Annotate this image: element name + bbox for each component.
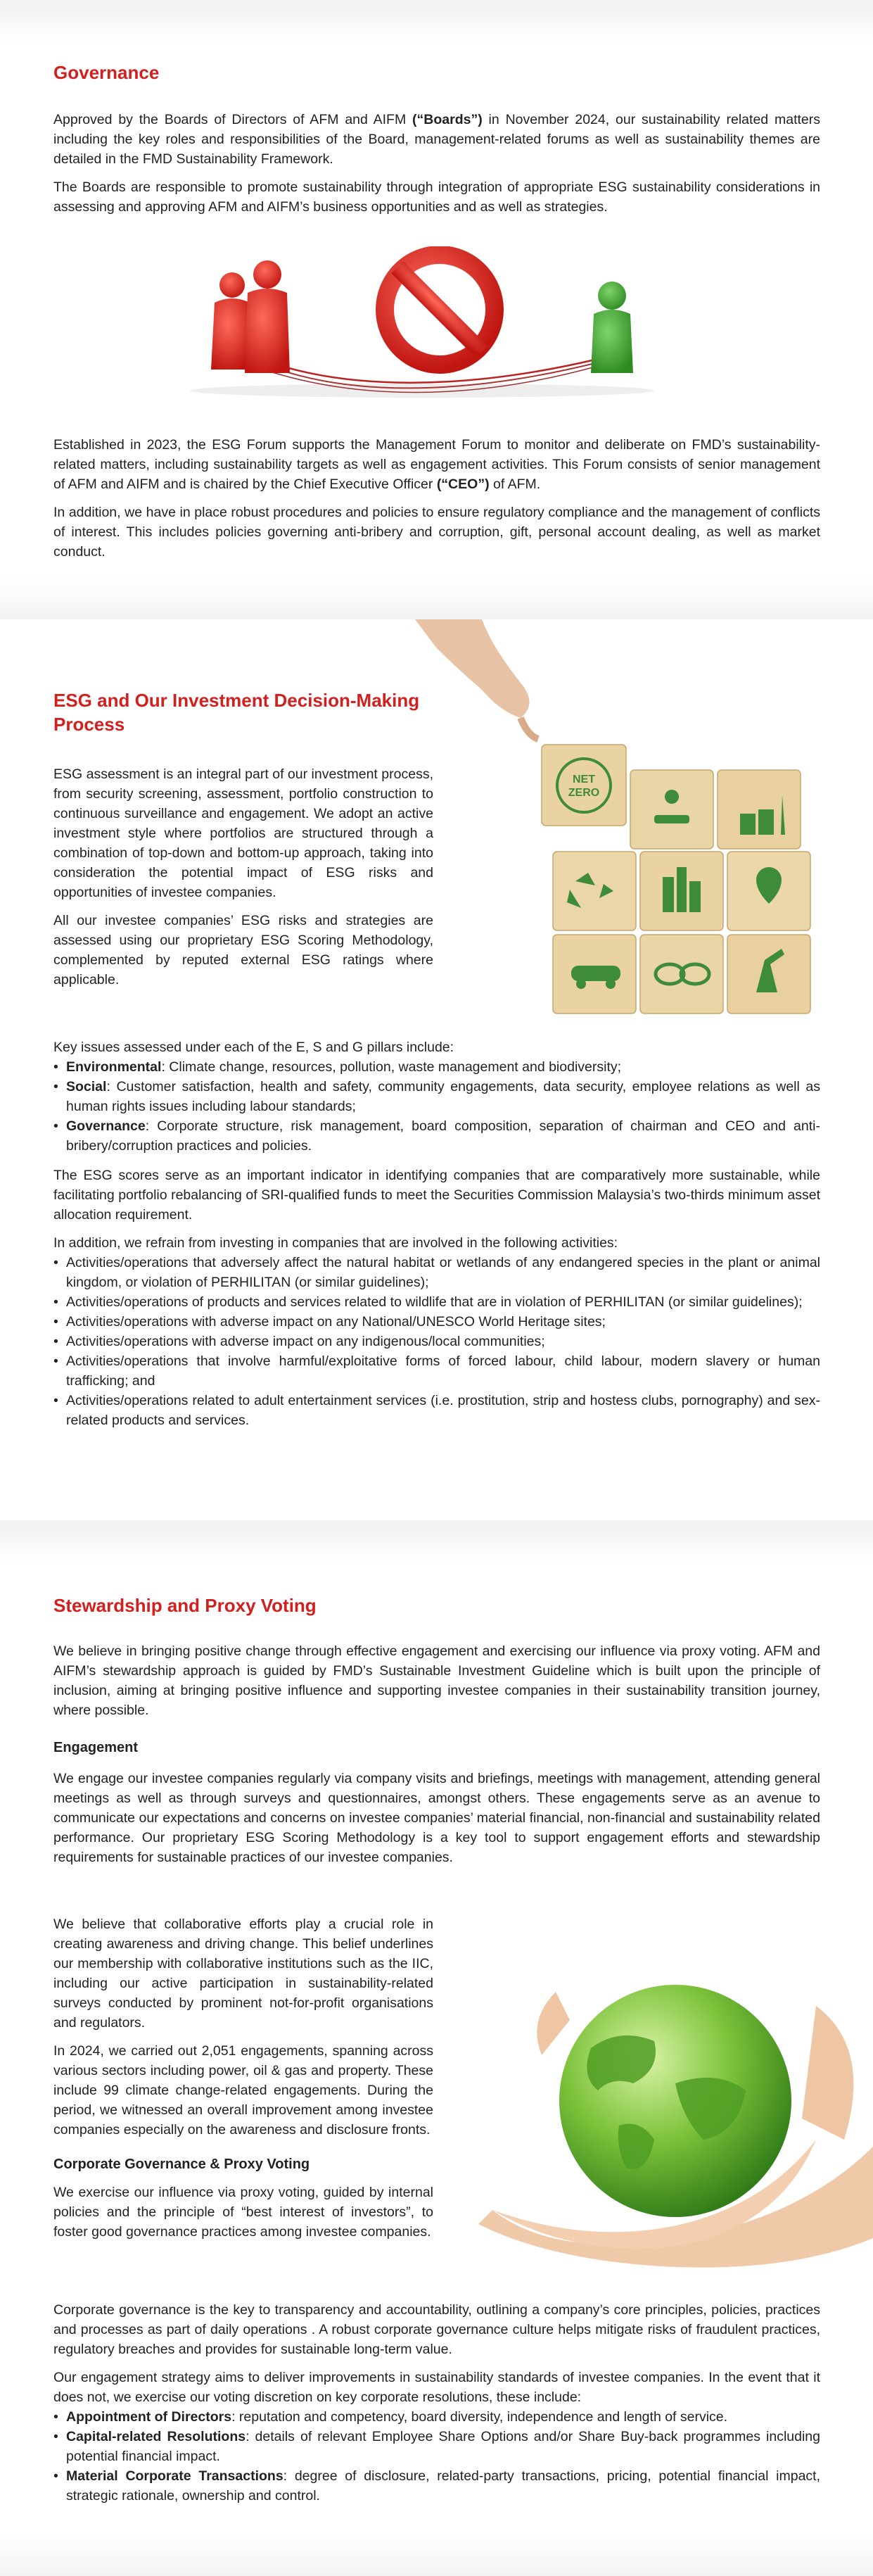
engagement-heading: Engagement [53,1740,139,1755]
corporate-governance-paragraph: Corporate governance is the key to transparency and accountability, outlining a company’s core principles, policies, practices and processes as part of daily operations . A robust corporate governance culture helps mitigate risks of fraudulent practices, regulatory breaches and provides for sustainable long-term value. [53,2302,820,2357]
proxy-voting-paragraph: We exercise our influence via proxy voting, guided by internal policies and the principle of “best interest of investors”, to foster good governance practices among investee companies. [53,2185,433,2240]
stewardship-heading: Stewardship and Proxy Voting [53,1595,317,1616]
esg-heading: ESG and Our Investment Decision-Making Process [53,690,420,735]
exclusion-item: • Activities/operations with adverse impact on any indigenous/local communities; [53,1332,820,1351]
net-zero-label-2: ZERO [568,787,600,799]
stewardship-paragraph-1: We believe in bringing positive change through effective engagement and exercising our influence via proxy voting. AFM and AIFM’s stewardship approach is guided by FMD’s Sustainable Investment Guideline which is built upon the principle of inclusion, aiming at bringing positive influence and supporting investee companies in their sustainability transition journey, where possible. [53,1643,820,1718]
exclusion-item: • Activities/operations of products and services related to wildlife that are in violation of PERHILITAN (or similar guidelines); [53,1292,820,1312]
corporate-governance-heading: Corporate Governance & Proxy Voting [53,2157,310,2172]
engagement-stats-paragraph: In 2024, we carried out 2,051 engagements, spanning across various sectors including power, oil & gas and property. These include 99 climate change-related engagements. During the period, we witnessed an overall improvement among investee companies especially on the awareness and disclosure fronts. [53,2043,433,2138]
esg-paragraph-3: The ESG scores serve as an important indicator in identifying companies that are comparatively more sustainable, while facilitating portfolio rebalancing of SRI-qualified funds to meet the Securities Commission Malaysia’s two-thirds minimum asset allocation requirement. [53,1168,820,1223]
exclusion-item: • Activities/operations with adverse impact on any National/UNESCO World Heritage sites; [53,1312,820,1332]
governance-paragraph-2: The Boards are responsible to promote sustainability through integration of appropriate ESG sustainability considerations in assessing and approving AFM and AIFM’s business opportunities and as well as strategies. [53,179,820,215]
pillar-item-governance: • Governance: Corporate structure, risk management, board composition, separation of chairman and CEO and anti-bribery/corruption practices and policies. [53,1116,820,1156]
esg-paragraph-2: All our investee companies’ ESG risks and strategies are assessed using our proprietary ESG Scoring Methodology, complemented by reputed external ESG ratings where applicable. [53,913,433,987]
exclusion-list [53,1253,820,1430]
collaboration-paragraph: We believe that collaborative efforts play a crucial role in creating awareness and driving change. This belief underlines our membership with collaborative institutions such as the IIC, including our active participation in sustainability-related surveys conducted by prominent not-for-profit organisations and regulators. [53,1917,433,2031]
esg-cubes-image [415,619,873,1028]
governance-paragraph-4: In addition, we have in place robust procedures and policies to ensure regulatory compliance and the management of conflicts of interest. This includes policies governing anti-bribery and corruption, gift, personal account dealing, as well as market conduct. [53,505,820,560]
conflict-illustration [169,246,675,401]
resolution-item-transactions: • Material Corporate Transactions: degree of disclosure, related-party transactions, pricing, potential financial impact, strategic rationale, ownership and control. [53,2466,820,2506]
exclusion-intro: In addition, we refrain from investing in companies that are involved in the following activities: [53,1235,618,1251]
pillar-item-social: • Social: Customer satisfaction, health and safety, community engagements, data security, employee relations as well as human rights issues including labour standards; [53,1077,820,1116]
esg-paragraph-1: ESG assessment is an integral part of our investment process, from security screening, assessment, portfolio construction to continuous surveillance and engagement. We adopt an active investment style where portfolios are structured through a combination of top-down and bottom-up approach, taking into consideration the potential impact of ESG risks and opportunities of investee companies. [53,766,433,900]
esg-cubes-illustration [415,619,873,1028]
exclusion-item: • Activities/operations related to adult entertainment services (i.e. prostitution, strip and hostess clubs, pornography) and sex-related products and services. [53,1391,820,1430]
no-sign-figures-image [169,246,675,401]
governance-paragraph-1: Approved by the Boards of Directors of AFM and AIFM (“Boards”) in November 2024, our sustainability related matters including the key roles and responsibilities of the Board, management-related forums as well as sustainability themes are detailed in the FMD Sustainability Framework. [53,112,820,167]
net-zero-label-1: NET [573,774,595,785]
pillar-item-environmental: • Environmental: Climate change, resources, pollution, waste management and biodiversity; [53,1057,820,1077]
stewardship-section [0,1520,873,2576]
resolution-item-directors: • Appointment of Directors: reputation and competency, board diversity, independence and length of service. [53,2407,820,2427]
exclusion-item: • Activities/operations that involve harmful/exploitative forms of forced labour, child labour, modern slavery or human trafficking; and [53,1351,820,1391]
exclusion-item: • Activities/operations that adversely affect the natural habitat or wetlands of any endangered species in the plant or animal kingdom, or violation of PERHILITAN (or similar guidelines); [53,1253,820,1292]
globe-hands-image [450,1907,873,2273]
esg-section [0,619,873,1534]
governance-paragraph-3: Established in 2023, the ESG Forum supports the Management Forum to monitor and deliberate on FMD’s sustainability-related matters, including sustainability targets as well as engagement activities. This Forum consists of senior management of AFM and AIFM and is chaired by the Chief Executive Officer (“CEO”) of AFM. [53,437,820,492]
engagement-paragraph: We engage our investee companies regularly via company visits and briefings, meetings with management, attending general meetings as well as through surveys and questionnaires, amongst others. These engagements serve as an avenue to communicate our expectations and concerns on investee companies’ material financial, non-financial and sustainability related performance. Our proprietary ESG Scoring Methodology is a key tool to support engagement efforts and stewardship requirements for sustainable practices of our investee companies. [53,1771,820,1865]
globe-in-hands-illustration [450,1907,873,2273]
pillars-list [53,1057,820,1156]
voting-strategy-paragraph: Our engagement strategy aims to deliver improvements in sustainability standards of investee companies. In the event that it does not, we exercise our voting discretion on key corporate resolutions, these include: [53,2370,820,2405]
governance-heading: Governance [53,62,160,83]
resolution-item-capital: • Capital-related Resolutions: details of relevant Employee Share Options and/or Share Buy-back programmes including potential financial impact. [53,2427,820,2466]
pillars-intro: Key issues assessed under each of the E, S and G pillars include: [53,1040,454,1055]
governance-section [0,0,873,619]
resolutions-list [53,2407,820,2506]
